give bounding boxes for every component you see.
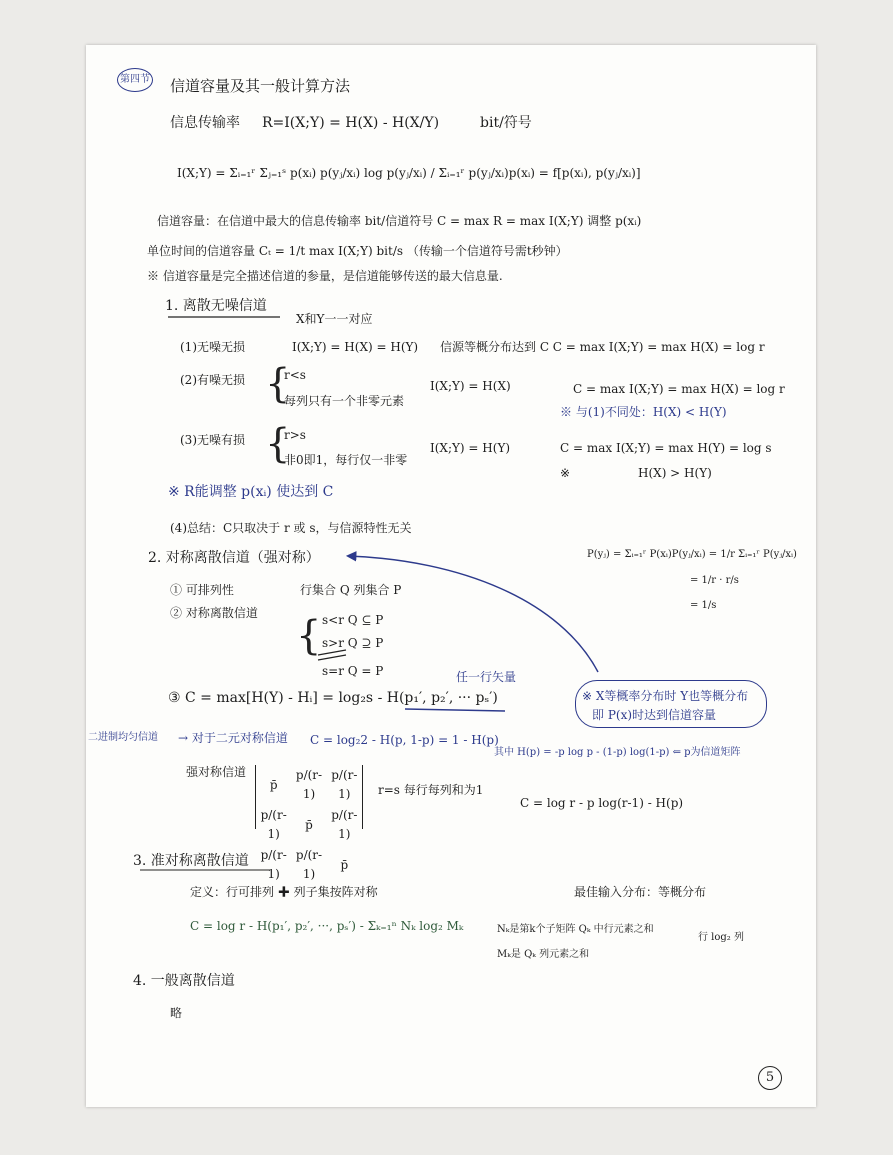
item-2-cond-3: s=r Q = P <box>322 664 384 678</box>
page-title: 信道容量及其一般计算方法 <box>170 77 351 95</box>
rate-formula: R=I(X;Y) = H(X) - H(X/Y) <box>262 115 440 131</box>
item-2-brace: { <box>296 613 322 659</box>
section-4-body: 略 <box>170 1006 183 1020</box>
mk-note: Mₖ是 Qₖ 列元素之和 <box>497 949 590 960</box>
rate-label: 信息传输率 <box>170 115 240 131</box>
case-3-formula: I(X;Y) = H(Y) <box>430 441 511 455</box>
case-2-formula: I(X;Y) = H(X) <box>430 379 511 393</box>
link-arrow <box>348 556 598 672</box>
strong-formula: C = log r - p log(r-1) - H(p) <box>520 796 684 810</box>
section-badge: 第四节 <box>117 68 153 92</box>
underline-entropy <box>405 709 505 711</box>
row-col-note: 行 log₂ 列 <box>698 932 744 943</box>
adjust-note: ※ R能调整 p(xᵢ) 使达到 C <box>168 484 334 500</box>
matrix-cell: p/(r-1) <box>260 808 287 841</box>
case-3-cond-2: 非0即1，每行仅一非零 <box>284 453 408 467</box>
item-2-cond-1: s<r Q ⊆ P <box>322 613 384 627</box>
case-3-result: C = max I(X;Y) = max H(Y) = log s <box>560 441 772 455</box>
nk-note: Nₖ是第k个子矩阵 Qₖ 中行元素之和 <box>497 924 654 935</box>
section-4-heading: 4. 一般离散信道 <box>133 973 235 989</box>
quasi-formula: C = log r - H(p₁′, p₂′, ···, pₛ′) - Σₖ₌₁ⁿ Nₖ log₂ Mₖ <box>190 919 464 933</box>
quasi-input-dist: 最佳输入分布：等概分布 <box>574 885 707 899</box>
case-2-cond-1: r<s <box>284 368 306 382</box>
case-3-brace: { <box>265 421 291 467</box>
matrix-cell: p/(r-1) <box>331 808 358 841</box>
matrix-cell: p/(r-1) <box>295 848 323 881</box>
matrix-cell: p/(r-1) <box>295 768 323 801</box>
case-3-label: (3)无噪有损 <box>180 433 245 447</box>
binary-arrow: → 对于二元对称信道 <box>178 731 288 745</box>
capacity-note: ※ 信道容量是完全描述信道的参量，是信道能够传送的最大信息量. <box>147 269 503 283</box>
matrix-note: r=s 每行每列和为1 <box>378 783 484 797</box>
matrix-cell: p/(r-1) <box>331 768 358 801</box>
case-2-brace: { <box>265 361 291 407</box>
quasi-definition: 定义：行可排列 ✚ 列子集按阵对称 <box>190 885 378 899</box>
matrix-cell: p̄ <box>269 777 278 792</box>
item-3-formula: ③ C = max[H(Y) - Hᵢ] = log₂s - H(p₁′, p₂′, ··· pₛ′) <box>168 690 498 706</box>
page-number: 5 <box>758 1066 782 1090</box>
case-3-note-mark: ※ <box>560 466 571 480</box>
p-formula-line-2: = 1/r · r/s <box>690 575 739 586</box>
callout-line-2: 即 P(x)时达到信道容量 <box>592 708 717 722</box>
matrix-cell: p̄ <box>305 817 313 832</box>
xy-note: X和Y一一对应 <box>296 312 373 326</box>
any-row-note: 任一行矢量 <box>456 670 517 684</box>
case-2-result: C = max I(X;Y) = max H(X) = log r <box>573 382 785 396</box>
case-1-label: (1)无噪无损 <box>180 340 245 354</box>
rate-unit: bit/符号 <box>480 115 532 131</box>
item-2-cond-2: s>r Q ⊇ P <box>322 636 384 650</box>
binary-formula: C = log₂2 - H(p, 1-p) = 1 - H(p) <box>310 733 499 747</box>
matrix-cell: p̄ <box>340 857 349 872</box>
item-2: ② 对称离散信道 <box>170 606 258 620</box>
callout-line-1: ※ X等概率分布时 Y也等概分布 <box>582 689 749 703</box>
case-2-cond-2: 每列只有一个非零元素 <box>284 394 405 408</box>
strong-label: 强对称信道 <box>186 765 247 779</box>
capacity-definition: 信道容量：在信道中最大的信息传输率 bit/信道符号 C = max R = max I(X;Y) 调整 p(xᵢ) <box>157 214 642 228</box>
mutual-info-formula: I(X;Y) = Σᵢ₌₁ʳ Σⱼ₌₁ˢ p(xᵢ) p(yⱼ/xᵢ) log p(yⱼ/xᵢ) / Σᵢ₌₁ʳ p(yⱼ/xᵢ)p(xᵢ) = f[p(xᵢ), p(yⱼ/xᵢ)] <box>177 166 641 180</box>
p-formula-line-3: = 1/s <box>690 600 717 611</box>
case-1-result: 信源等概分布达到 C C = max I(X;Y) = max H(X) = log r <box>440 340 765 354</box>
case-2-note: ※ 与(1)不同处：H(X) < H(Y) <box>560 405 727 419</box>
case-3-note: H(X) > H(Y) <box>638 466 712 480</box>
binary-prefix: 二进制均匀信道 <box>88 732 158 743</box>
time-capacity: 单位时间的信道容量 Cₜ = 1/t max I(X;Y) bit/s （传输一个信道符号需t秒钟） <box>147 244 568 258</box>
section-2-heading: 2. 对称离散信道（强对称） <box>148 550 320 566</box>
item-1-sets: 行集合 Q 列集合 P <box>300 583 402 597</box>
cross-out <box>318 650 346 660</box>
case-4-summary: (4)总结：C只取决于 r 或 s，与信源特性无关 <box>170 521 412 535</box>
case-1-formula: I(X;Y) = H(X) = H(Y) <box>292 340 419 354</box>
section-1-heading: 1. 离散无噪信道 <box>165 298 267 314</box>
case-3-cond-1: r>s <box>284 428 306 442</box>
matrix-cell: p/(r-1) <box>260 848 287 881</box>
section-3-heading: 3. 准对称离散信道 <box>133 853 249 869</box>
case-2-label: (2)有噪无损 <box>180 373 245 387</box>
p-formula-line-1: P(yⱼ) = Σᵢ₌₁ʳ P(xᵢ)P(yⱼ/xᵢ) = 1/r Σᵢ₌₁ʳ P(yⱼ/xᵢ) <box>587 549 797 560</box>
item-1: ① 可排列性 <box>170 583 234 597</box>
hp-formula: 其中 H(p) = -p log p - (1-p) log(1-p) ⇐ p为信道矩阵 <box>494 747 741 758</box>
